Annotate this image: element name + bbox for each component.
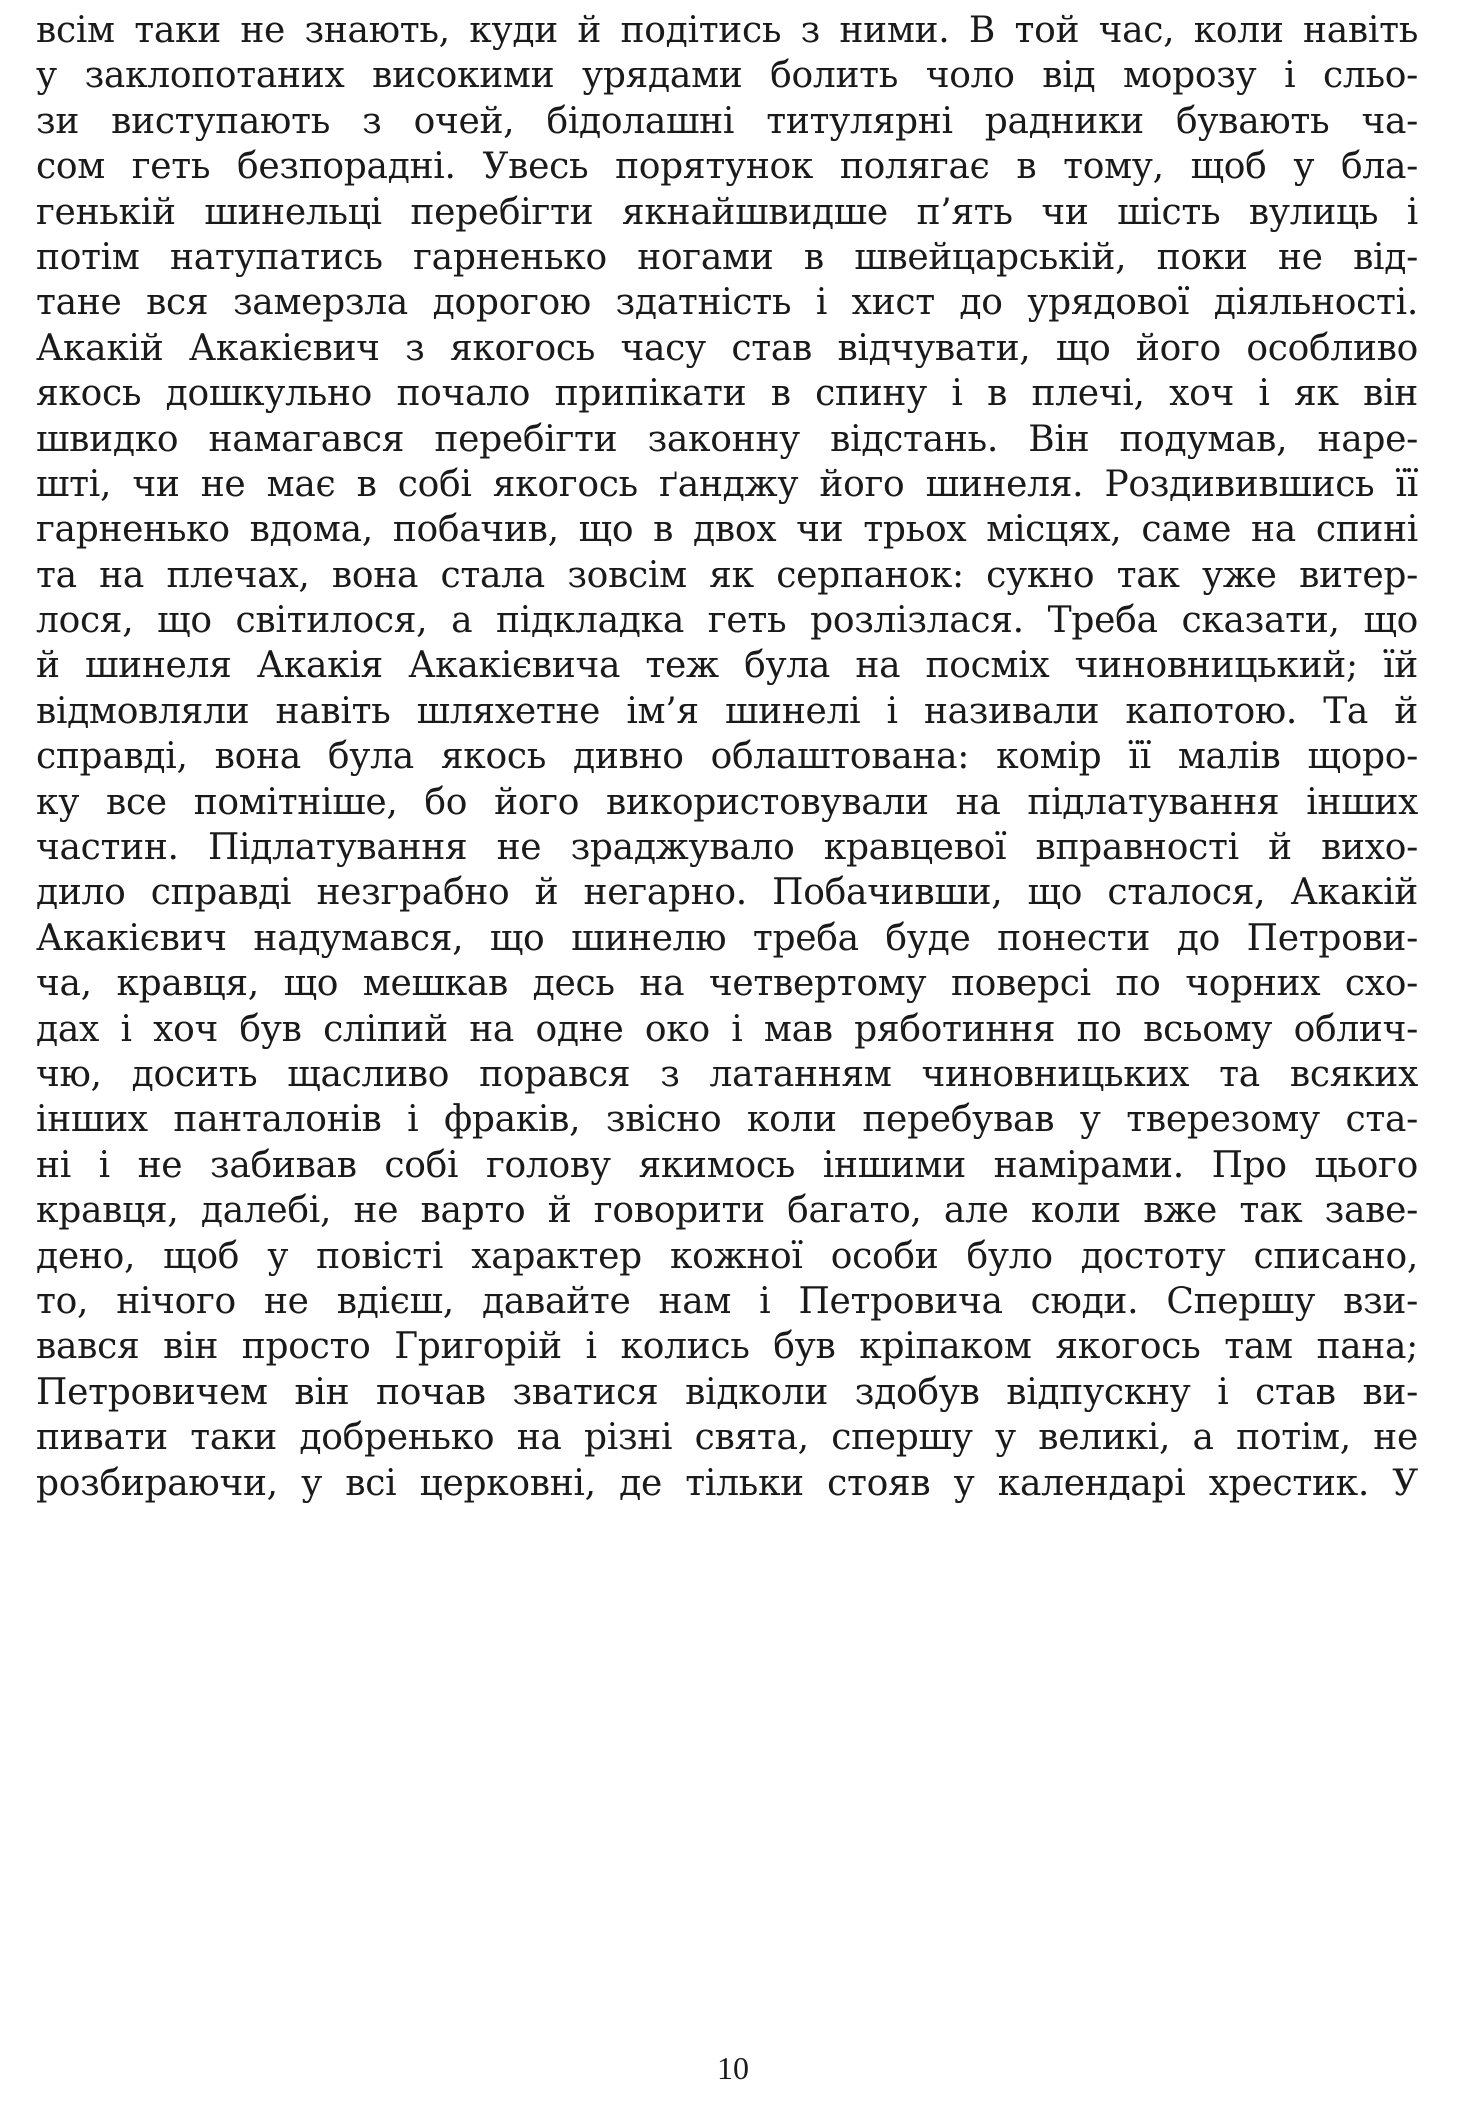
body-text [36,8,1418,1506]
text-line-16: відмовляли навіть шляхетне ім’я шинелі і називали капотою. Та й [36,690,1418,732]
text-line-31: Петровичем він почав зватися відколи здобув відпускну і став ви- [36,1371,1418,1413]
text-line-7: тане вся замерзла дорогою здатність і хист до урядової діяльності. [36,282,1418,324]
text-line-13: та на плечах, вона стала зовсім як серпанок: сукно так уже витер- [36,554,1418,596]
text-line-9: якось дошкульно почало припікати в спину і в плечі, хоч і як він [36,373,1418,415]
text-line-29: то, нічого не вдієш, давайте нам і Петровича сюди. Спершу взи- [36,1280,1418,1322]
text-line-28: дено, щоб у повісті характер кожної особи було достоту списано, [36,1235,1418,1277]
text-line-17: справді, вона була якось дивно облаштована: комір її малів щоро- [36,736,1418,778]
text-line-27: кравця, далебі, не варто й говорити багато, але коли вже так заве- [36,1190,1418,1232]
text-line-24: чю, досить щасливо порався з латанням чиновницьких та всяких [36,1053,1418,1095]
text-line-20: дило справді незграбно й негарно. Побачивши, що сталося, Акакій [36,872,1418,914]
text-line-10: швидко намагався перебігти законну відстань. Він подумав, наре- [36,418,1418,460]
page-number: 10 [717,2050,749,2086]
text-line-11: шті, чи не має в собі якогось ґанджу його шинеля. Роздивившись її [36,463,1418,505]
text-line-19: частин. Підлатування не зраджувало кравцевої вправності й вихо- [36,827,1418,869]
text-line-2: у заклопотаних високими урядами болить чоло від морозу і сльо- [36,55,1418,97]
text-line-22: ча, кравця, що мешкав десь на четвертому поверсі по чорних схо- [36,963,1418,1005]
text-line-25: інших панталонів і фраків, звісно коли перебував у тверезому ста- [36,1099,1418,1141]
text-line-21: Акакієвич надумався, що шинелю треба буде понести до Петрови- [36,917,1418,959]
text-line-26: ні і не забивав собі голову якимось іншими намірами. Про цього [36,1144,1418,1186]
text-line-3: зи виступають з очей, бідолашні титулярні радники бувають ча- [36,100,1418,142]
text-line-5: генькій шинельці перебігти якнайшвидше п’ять чи шість вулиць і [36,191,1418,233]
text-line-15: й шинеля Акакія Акакієвича теж була на посміх чиновницький; їй [36,645,1418,687]
text-line-32: пивати таки добренько на різні свята, спершу у великі, а потім, не [36,1417,1418,1459]
text-line-1: всім таки не знають, куди й подітись з ними. В той час, коли навіть [36,10,1418,51]
text-line-4: сом геть безпорадні. Увесь порятунок полягає в тому, щоб у бла- [36,146,1418,188]
text-line-18: ку все помітніше, бо його використовували на підлатування інших [36,781,1418,823]
text-line-33: розбираючи, у всі церковні, де тільки стояв у календарі хрестик. У [36,1462,1418,1504]
text-line-30: вався він просто Григорій і колись був кріпаком якогось там пана; [36,1326,1418,1368]
text-line-6: потім натупатись гарненько ногами в швейцарській, поки не від- [36,236,1418,278]
text-line-14: лося, що світилося, а підкладка геть розлізлася. Треба сказати, що [36,600,1418,642]
text-line-8: Акакій Акакієвич з якогось часу став відчувати, що його особливо [36,327,1418,369]
text-line-12: гарненько вдома, побачив, що в двох чи трьох місцях, саме на спині [36,509,1418,551]
text-line-23: дах і хоч був сліпий на одне око і мав ряботиння по всьому облич- [36,1008,1418,1050]
